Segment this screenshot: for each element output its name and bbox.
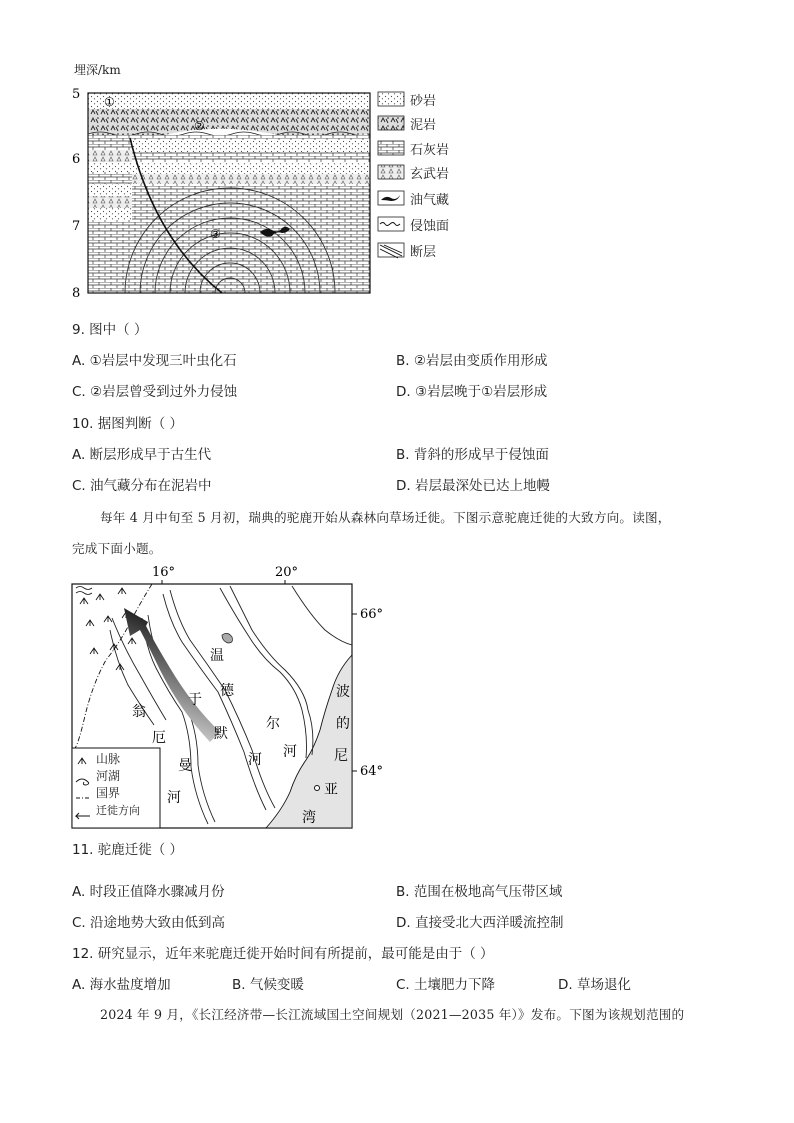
y-tick-label: 5 [72,87,81,102]
map-legend-label-mountain: 山脉 [96,752,121,766]
erosion-surface-icon [378,217,404,231]
legend-label-sandstone: 砂岩 [410,94,437,109]
layer-1-sandstone [88,93,370,109]
band-basalt-left [88,196,132,208]
river-label: 于 [188,692,202,708]
legend-label-oil-gas: 油气藏 [410,193,450,208]
limestone-pattern-icon [378,141,404,155]
lat-label-66: 66° [360,607,384,622]
y-axis-label: 埋深/km [74,63,121,77]
map-legend-label-river-lake: 河湖 [96,769,121,783]
river-label: 厄 [152,730,166,746]
river-label: 河 [283,744,297,760]
migration-map-figure [70,560,400,835]
band-limestone-left [88,172,132,184]
gulf-label: 波 [336,684,350,700]
question-9-stem: 9. 图中（ ） [72,322,148,338]
legend-label-fault: 断层 [410,245,437,260]
sandstone-pattern-icon [378,92,404,106]
band-basalt-left [88,150,132,162]
geologic-section-svg [60,60,460,305]
question-11-stem: 11. 驼鹿迁徙（ ） [72,842,184,858]
question-11-option-d[interactable]: D. 直接受北大西洋暖流控制 [396,915,564,931]
mudstone-pattern-icon [378,116,404,130]
river-label: 河 [248,752,262,768]
legend-label-erosion: 侵蚀面 [410,219,450,234]
question-12-stem: 12. 研究显示，近年来驼鹿迁徙开始时间有所提前，最可能是由于（ ） [72,946,494,962]
question-11-option-b[interactable]: B. 范围在极地高气压带区域 [396,884,563,900]
band-sandstone [132,140,370,152]
planning-paragraph-line1: 2024 年 9 月，《长江经济带—长江流域国土空间规划（2021—2035 年）》发布。下图为该规划范围的 [100,1007,685,1022]
intro-paragraph-line1: 每年 4 月中旬至 5 月初，瑞典的驼鹿开始从森林向草场迁徙。下图示意驼鹿迁徙的大致方向。读图， [100,510,671,525]
geologic-section-figure [60,60,460,305]
fault-icon [378,243,404,258]
y-tick-label: 8 [72,286,81,301]
question-11-option-a[interactable]: A. 时段正值降水骤减月份 [72,884,225,900]
river-label: 曼 [178,758,192,774]
band-sandstone [132,162,370,174]
river-label: 河 [167,790,181,806]
basalt-pattern-icon [378,165,404,179]
band-limestone [132,152,370,162]
lon-label-20: 20° [275,565,299,580]
lat-label-64: 64° [360,764,384,779]
legend-icons [378,92,404,258]
layer-2-label: ② [194,119,205,133]
question-11-option-c[interactable]: C. 沿途地势大致由低到高 [72,915,226,931]
city-marker [315,786,320,791]
question-12-option-c[interactable]: C. 土壤肥力下降 [396,977,496,993]
band-sandstone-left [88,162,132,172]
question-10-option-b[interactable]: B. 背斜的形成早于侵蚀面 [396,447,549,463]
question-12-option-d[interactable]: D. 草场退化 [558,977,631,993]
river-label: 温 [210,648,224,664]
layer-3-label: ③ [210,227,221,241]
question-10-stem: 10. 据图判断（ ） [72,416,184,432]
river-label: 德 [220,683,234,699]
band-sandstone-left [88,184,132,196]
gulf-label: 尼 [334,748,348,764]
band-basalt [132,174,370,184]
map-legend-label-migration: 迁徙方向 [96,804,140,817]
question-9-option-b[interactable]: B. ②岩层由变质作用形成 [396,353,548,369]
river-label: 默 [214,726,228,742]
lon-label-16: 16° [152,565,176,580]
intro-paragraph-line2: 完成下面小题。 [72,541,162,556]
y-tick-label: 6 [72,152,81,167]
legend-label-limestone: 石灰岩 [410,143,450,158]
gulf-label: 亚 [324,782,338,798]
band-sandstone-left [88,208,132,220]
river-label: 尔 [266,716,280,732]
question-12-option-a[interactable]: A. 海水盐度增加 [72,977,171,993]
legend-label-mudstone: 泥岩 [410,118,437,133]
question-9-option-c[interactable]: C. ②岩层曾受到过外力侵蚀 [72,384,238,400]
question-9-option-a[interactable]: A. ①岩层中发现三叶虫化石 [72,353,237,369]
oil-gas-reservoir-icon [378,191,404,205]
legend-label-basalt: 玄武岩 [410,167,450,182]
question-10-option-a[interactable]: A. 断层形成早于古生代 [72,447,212,463]
layer-1-label: ① [104,95,115,109]
gulf-label: 的 [336,716,350,732]
y-tick-label: 7 [72,219,81,234]
gulf-label: 湾 [302,810,316,826]
question-9-option-d[interactable]: D. ③岩层晚于①岩层形成 [396,384,548,400]
question-10-option-c[interactable]: C. 油气藏分布在泥岩中 [72,478,212,494]
map-legend-label-border: 国界 [96,786,121,800]
river-label: 翁 [132,704,146,720]
question-10-option-d[interactable]: D. 岩层最深处已达上地幔 [396,478,550,494]
question-12-option-b[interactable]: B. 气候变暖 [232,977,304,993]
